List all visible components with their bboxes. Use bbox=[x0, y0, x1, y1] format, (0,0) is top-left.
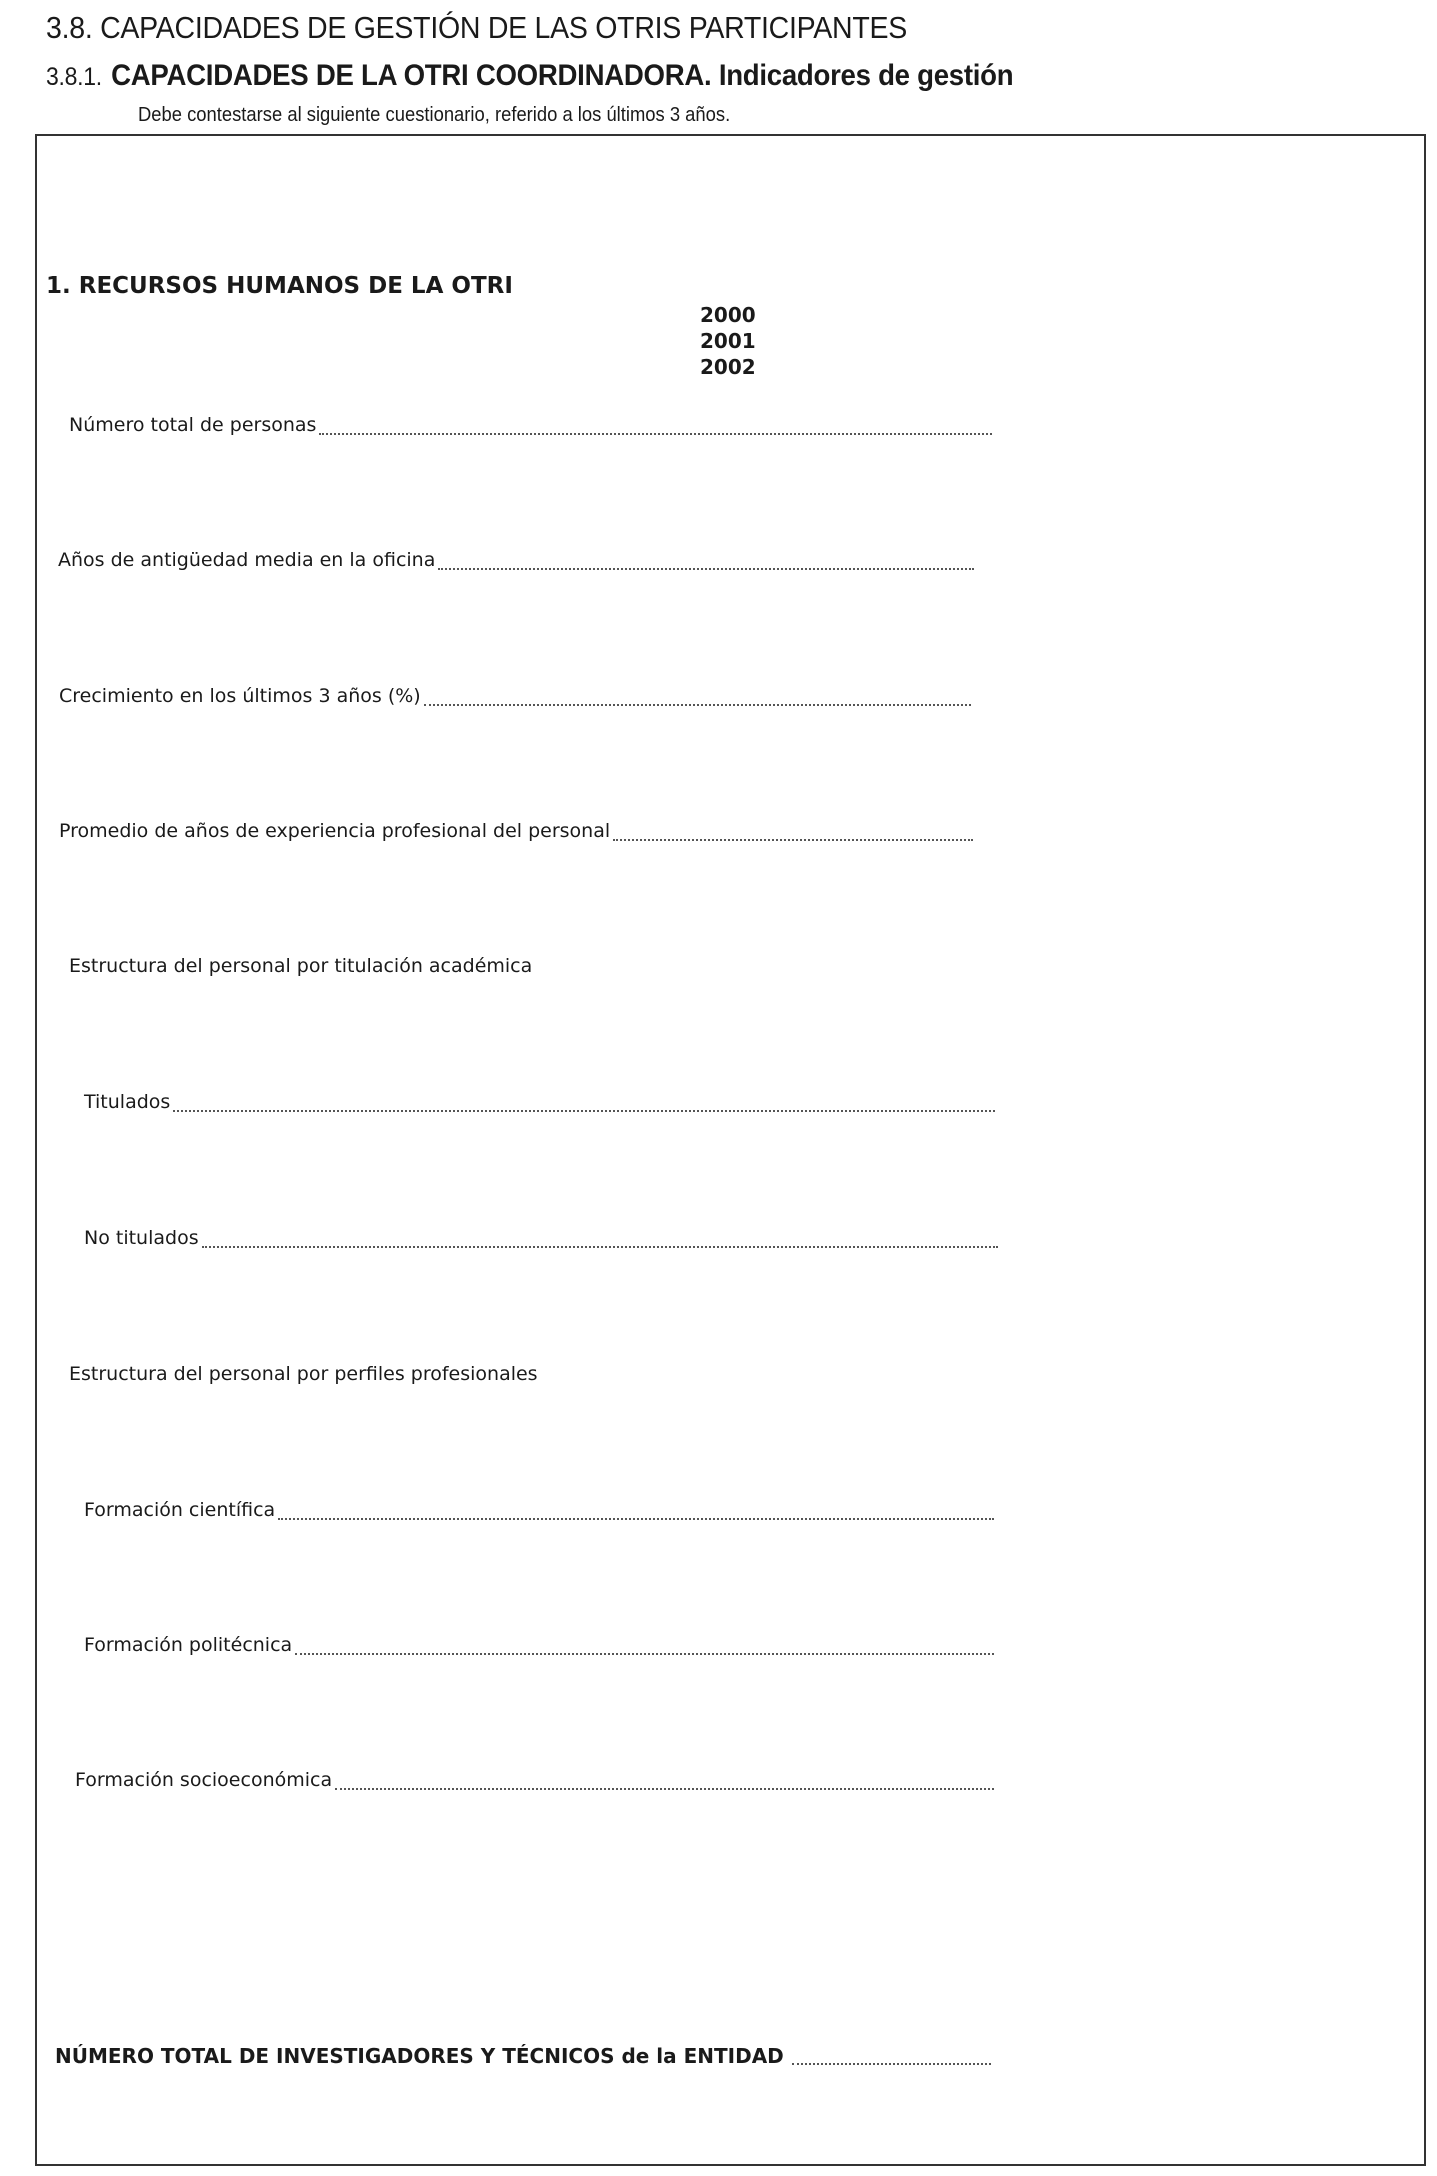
row-label: Promedio de años de experiencia profesional del personal bbox=[59, 820, 611, 842]
instructions: Debe contestarse al siguiente cuestionario, referido a los últimos 3 años. bbox=[138, 104, 731, 126]
row-total-investigadores-tecnicos[interactable] bbox=[55, 2044, 991, 2070]
row-no-titulados[interactable] bbox=[84, 1227, 998, 1253]
row-estructura-titulacion: Estructura del personal por titulación académica bbox=[69, 955, 533, 977]
row-label: Número total de personas bbox=[69, 414, 317, 436]
row-label: Formación politécnica bbox=[84, 1634, 293, 1656]
row-formacion-politecnica[interactable] bbox=[84, 1634, 994, 1660]
fill-in-line bbox=[335, 1787, 994, 1790]
row-label: NÚMERO TOTAL DE INVESTIGADORES Y TÉCNICOS de la ENTIDAD bbox=[55, 2044, 784, 2068]
fill-in-line bbox=[295, 1652, 994, 1655]
row-experiencia-profesional[interactable] bbox=[59, 820, 973, 846]
row-numero-total-personas[interactable] bbox=[69, 414, 992, 440]
row-formacion-cientifica[interactable] bbox=[84, 1499, 994, 1525]
row-antiguedad-media[interactable] bbox=[58, 549, 974, 575]
row-label: Formación socioeconómica bbox=[75, 1769, 333, 1791]
fill-in-line bbox=[173, 1109, 995, 1112]
row-label: Titulados bbox=[84, 1091, 171, 1113]
row-label: Años de antigüedad media en la oficina bbox=[58, 549, 436, 571]
fill-in-line bbox=[319, 432, 992, 435]
section-heading-recursos-humanos: 1. RECURSOS HUMANOS DE LA OTRI bbox=[46, 273, 513, 299]
row-crecimiento[interactable] bbox=[59, 685, 971, 711]
year-2002: 2002 bbox=[700, 355, 756, 379]
fill-in-line bbox=[792, 2062, 991, 2065]
year-2001: 2001 bbox=[700, 329, 756, 353]
row-label: No titulados bbox=[84, 1227, 199, 1249]
fill-in-line bbox=[202, 1245, 998, 1248]
subsection-number: 3.8.1. bbox=[46, 63, 102, 91]
year-2000: 2000 bbox=[700, 303, 756, 327]
row-estructura-perfiles: Estructura del personal por perfiles profesionales bbox=[69, 1363, 538, 1385]
subsection-title-text: CAPACIDADES DE LA OTRI COORDINADORA. Indicadores de gestión bbox=[111, 59, 1014, 92]
row-formacion-socioeconomica[interactable] bbox=[75, 1769, 994, 1795]
fill-in-line bbox=[424, 703, 971, 706]
fill-in-line bbox=[278, 1517, 994, 1520]
fill-in-line bbox=[438, 567, 974, 570]
section-title: 3.8. CAPACIDADES DE GESTIÓN DE LAS OTRIS PARTICIPANTES bbox=[46, 10, 907, 45]
fill-in-line bbox=[613, 838, 973, 841]
subsection-title bbox=[46, 59, 1013, 93]
row-label: Formación científica bbox=[84, 1499, 276, 1521]
row-label: Crecimiento en los últimos 3 años (%) bbox=[59, 685, 421, 707]
row-titulados[interactable] bbox=[84, 1091, 995, 1117]
